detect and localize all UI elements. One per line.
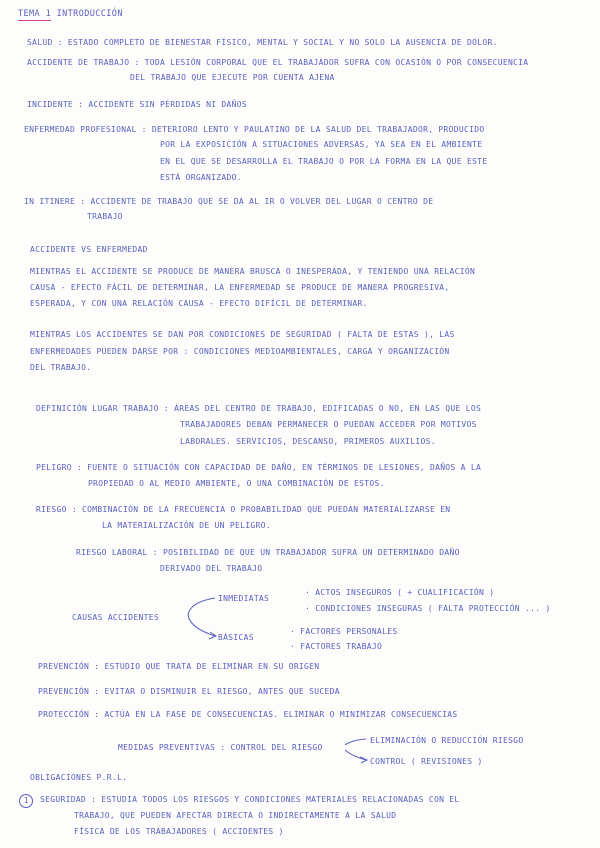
def-seguridad-cont-1: TRABAJO, QUE PUEDEN AFECTAR DIRECTA O INDIRECTAMENTE A LA SALUD [74, 811, 397, 820]
arrow-medidas-bottom [345, 750, 366, 760]
def-in-itinere-cont: TRABAJO [87, 212, 123, 221]
arrow-medidas-top [345, 739, 366, 745]
def-prevencion-1: PREVENCIÓN : ESTUDIO QUE TRATA DE ELIMINAR EN SU ORIGEN [38, 662, 320, 671]
para-accidente-1: MIENTRAS EL ACCIDENTE SE PRODUCE DE MANERA BRUSCA O INESPERADA, Y TENIENDO UNA RELACIÓN [30, 267, 476, 276]
def-accidente-trabajo: ACCIDENTE DE TRABAJO : TODA LESIÓN CORPORAL QUE EL TRABAJADOR SUFRA CON OCASIÓN O POR CONSECUENCIA [27, 58, 529, 67]
def-peligro: PELIGRO : FUENTE O SITUACIÓN CON CAPACIDAD DE DAÑO, EN TÉRMINOS DE LESIONES, DAÑOS A LA [36, 463, 482, 472]
def-lugar-trabajo-cont-2: LABORALES. SERVICIOS, DESCANSO, PRIMEROS AUXILIOS. [180, 437, 436, 446]
causas-actos-inseguros: · ACTOS INSEGUROS ( + CUALIFICACIÓN ) [305, 588, 495, 597]
def-salud: SALUD : ESTADO COMPLETO DE BIENESTAR FÍSICO, MENTAL Y SOCIAL Y NO SOLO LA AUSENCIA DE DOLOR. [27, 38, 498, 47]
heading-obligaciones-prl: OBLIGACIONES P.R.L. [30, 773, 128, 782]
causas-accidentes-label: CAUSAS ACCIDENTES [72, 613, 159, 622]
para-accidente-2: CAUSA - EFECTO FÁCIL DE DETERMINAR, LA ENFERMEDAD SE PRODUCE DE MANERA PROGRESIVA, [30, 283, 450, 292]
title-rest: INTRODUCCIÓN [51, 9, 123, 19]
def-peligro-cont: PROPIEDAD O AL MEDIO AMBIENTE, O UNA COMBINACIÓN DE ESTOS. [88, 479, 385, 488]
causas-factores-personales: · FACTORES PERSONALES [290, 627, 398, 636]
title-underlined: TEMA 1 [18, 9, 52, 19]
def-riesgo-laboral: RIESGO LABORAL : POSIBILIDAD DE QUE UN TRABAJADOR SUFRA UN DETERMINADO DAÑO [76, 548, 460, 557]
def-enfermedad-profesional: ENFERMEDAD PROFESIONAL : DETERIORO LENTO Y PAULATINO DE LA SALUD DEL TRABAJADOR, PRODUCIDO [24, 125, 485, 134]
def-enfermedad-cont-3: ESTÁ ORGANIZADO. [160, 173, 242, 182]
def-incidente: INCIDENTE : ACCIDENTE SIN PÉRDIDAS NI DAÑOS [27, 100, 248, 109]
arrow-head-basicas [209, 632, 216, 639]
medidas-preventivas-label: MEDIDAS PREVENTIVAS : CONTROL DEL RIESGO [118, 743, 323, 752]
item-number-circle: 1 [19, 794, 33, 808]
def-in-itinere: IN ITINERE : ACCIDENTE DE TRABAJO QUE SE DA AL IR O VOLVER DEL LUGAR O CENTRO DE [24, 197, 434, 206]
brace-causas [188, 598, 215, 636]
def-seguridad: SEGURIDAD : ESTUDIA TODOS LOS RIESGOS Y CONDICIONES MATERIALES RELACIONADAS CON EL [40, 795, 460, 804]
def-riesgo: RIESGO : COMBINACIÓN DE LA FRECUENCIA O PROBABILIDAD QUE PUEDAN MATERIALIZARSE EN [36, 505, 451, 514]
para-enfermedad-1: MIENTRAS LOS ACCIDENTES SE DAN POR CONDICIONES DE SEGURIDAD ( FALTA DE ESTAS ), LAS [30, 330, 455, 339]
def-enfermedad-cont-1: POR LA EXPOSICIÓN A SITUACIONES ADVERSAS, YA SEA EN EL AMBIENTE [160, 140, 483, 149]
arrow-head-control [360, 757, 367, 763]
causas-factores-trabajo: · FACTORES TRABAJO [290, 642, 383, 651]
def-seguridad-cont-2: FÍSICA DE LOS TRABAJADORES ( ACCIDENTES ) [74, 827, 284, 836]
page-title [18, 9, 123, 19]
def-lugar-trabajo: DEFINICIÓN LUGAR TRABAJO : ÁREAS DEL CENTRO DE TRABAJO, EDIFICADAS O NO, EN LAS QUE LOS [36, 404, 482, 413]
def-accidente-trabajo-cont: DEL TRABAJO QUE EJECUTE POR CUENTA AJENA [130, 73, 335, 82]
def-lugar-trabajo-cont-1: TRABAJADORES DEBAN PERMANECER O PUEDAN ACCEDER POR MOTIVOS [180, 420, 477, 429]
causas-inmediatas: INMEDIATAS [218, 594, 270, 603]
heading-accidente-vs-enfermedad: ACCIDENTE VS ENFERMEDAD [30, 245, 148, 254]
causas-condiciones-inseguras: · CONDICIONES INSEGURAS ( FALTA PROTECCIÓN ... ) [305, 604, 551, 613]
def-riesgo-laboral-cont: DERIVADO DEL TRABAJO [160, 564, 263, 573]
def-prevencion-2: PREVENCIÓN : EVITAR O DISMINUIR EL RIESGO, ANTES QUE SUCEDA [38, 687, 340, 696]
medidas-eliminacion: ELIMINACIÓN O REDUCCIÓN RIESGO [370, 736, 524, 745]
def-enfermedad-cont-2: EN EL QUE SE DESARROLLA EL TRABAJO O POR LA FORMA EN LA QUE ESTE [160, 157, 488, 166]
def-riesgo-cont: LA MATERIALIZACIÓN DE UN PELIGRO. [102, 521, 271, 530]
def-proteccion: PROTECCIÓN : ACTÚA EN LA FASE DE CONSECUENCIAS. ELIMINAR O MINIMIZAR CONSECUENCIAS [38, 710, 458, 719]
causas-basicas: BÁSICAS [218, 633, 254, 642]
para-enfermedad-2: ENFERMEDADES PUEDEN DARSE POR : CONDICIONES MEDIOAMBIENTALES, CARGA Y ORGANIZACIÓN [30, 347, 450, 356]
para-enfermedad-3: DEL TRABAJO. [30, 363, 92, 372]
medidas-control: CONTROL ( REVISIONES ) [370, 757, 483, 766]
para-accidente-3: ESPERADA, Y CON UNA RELACIÓN CAUSA - EFECTO DIFÍCIL DE DETERMINAR. [30, 299, 368, 308]
